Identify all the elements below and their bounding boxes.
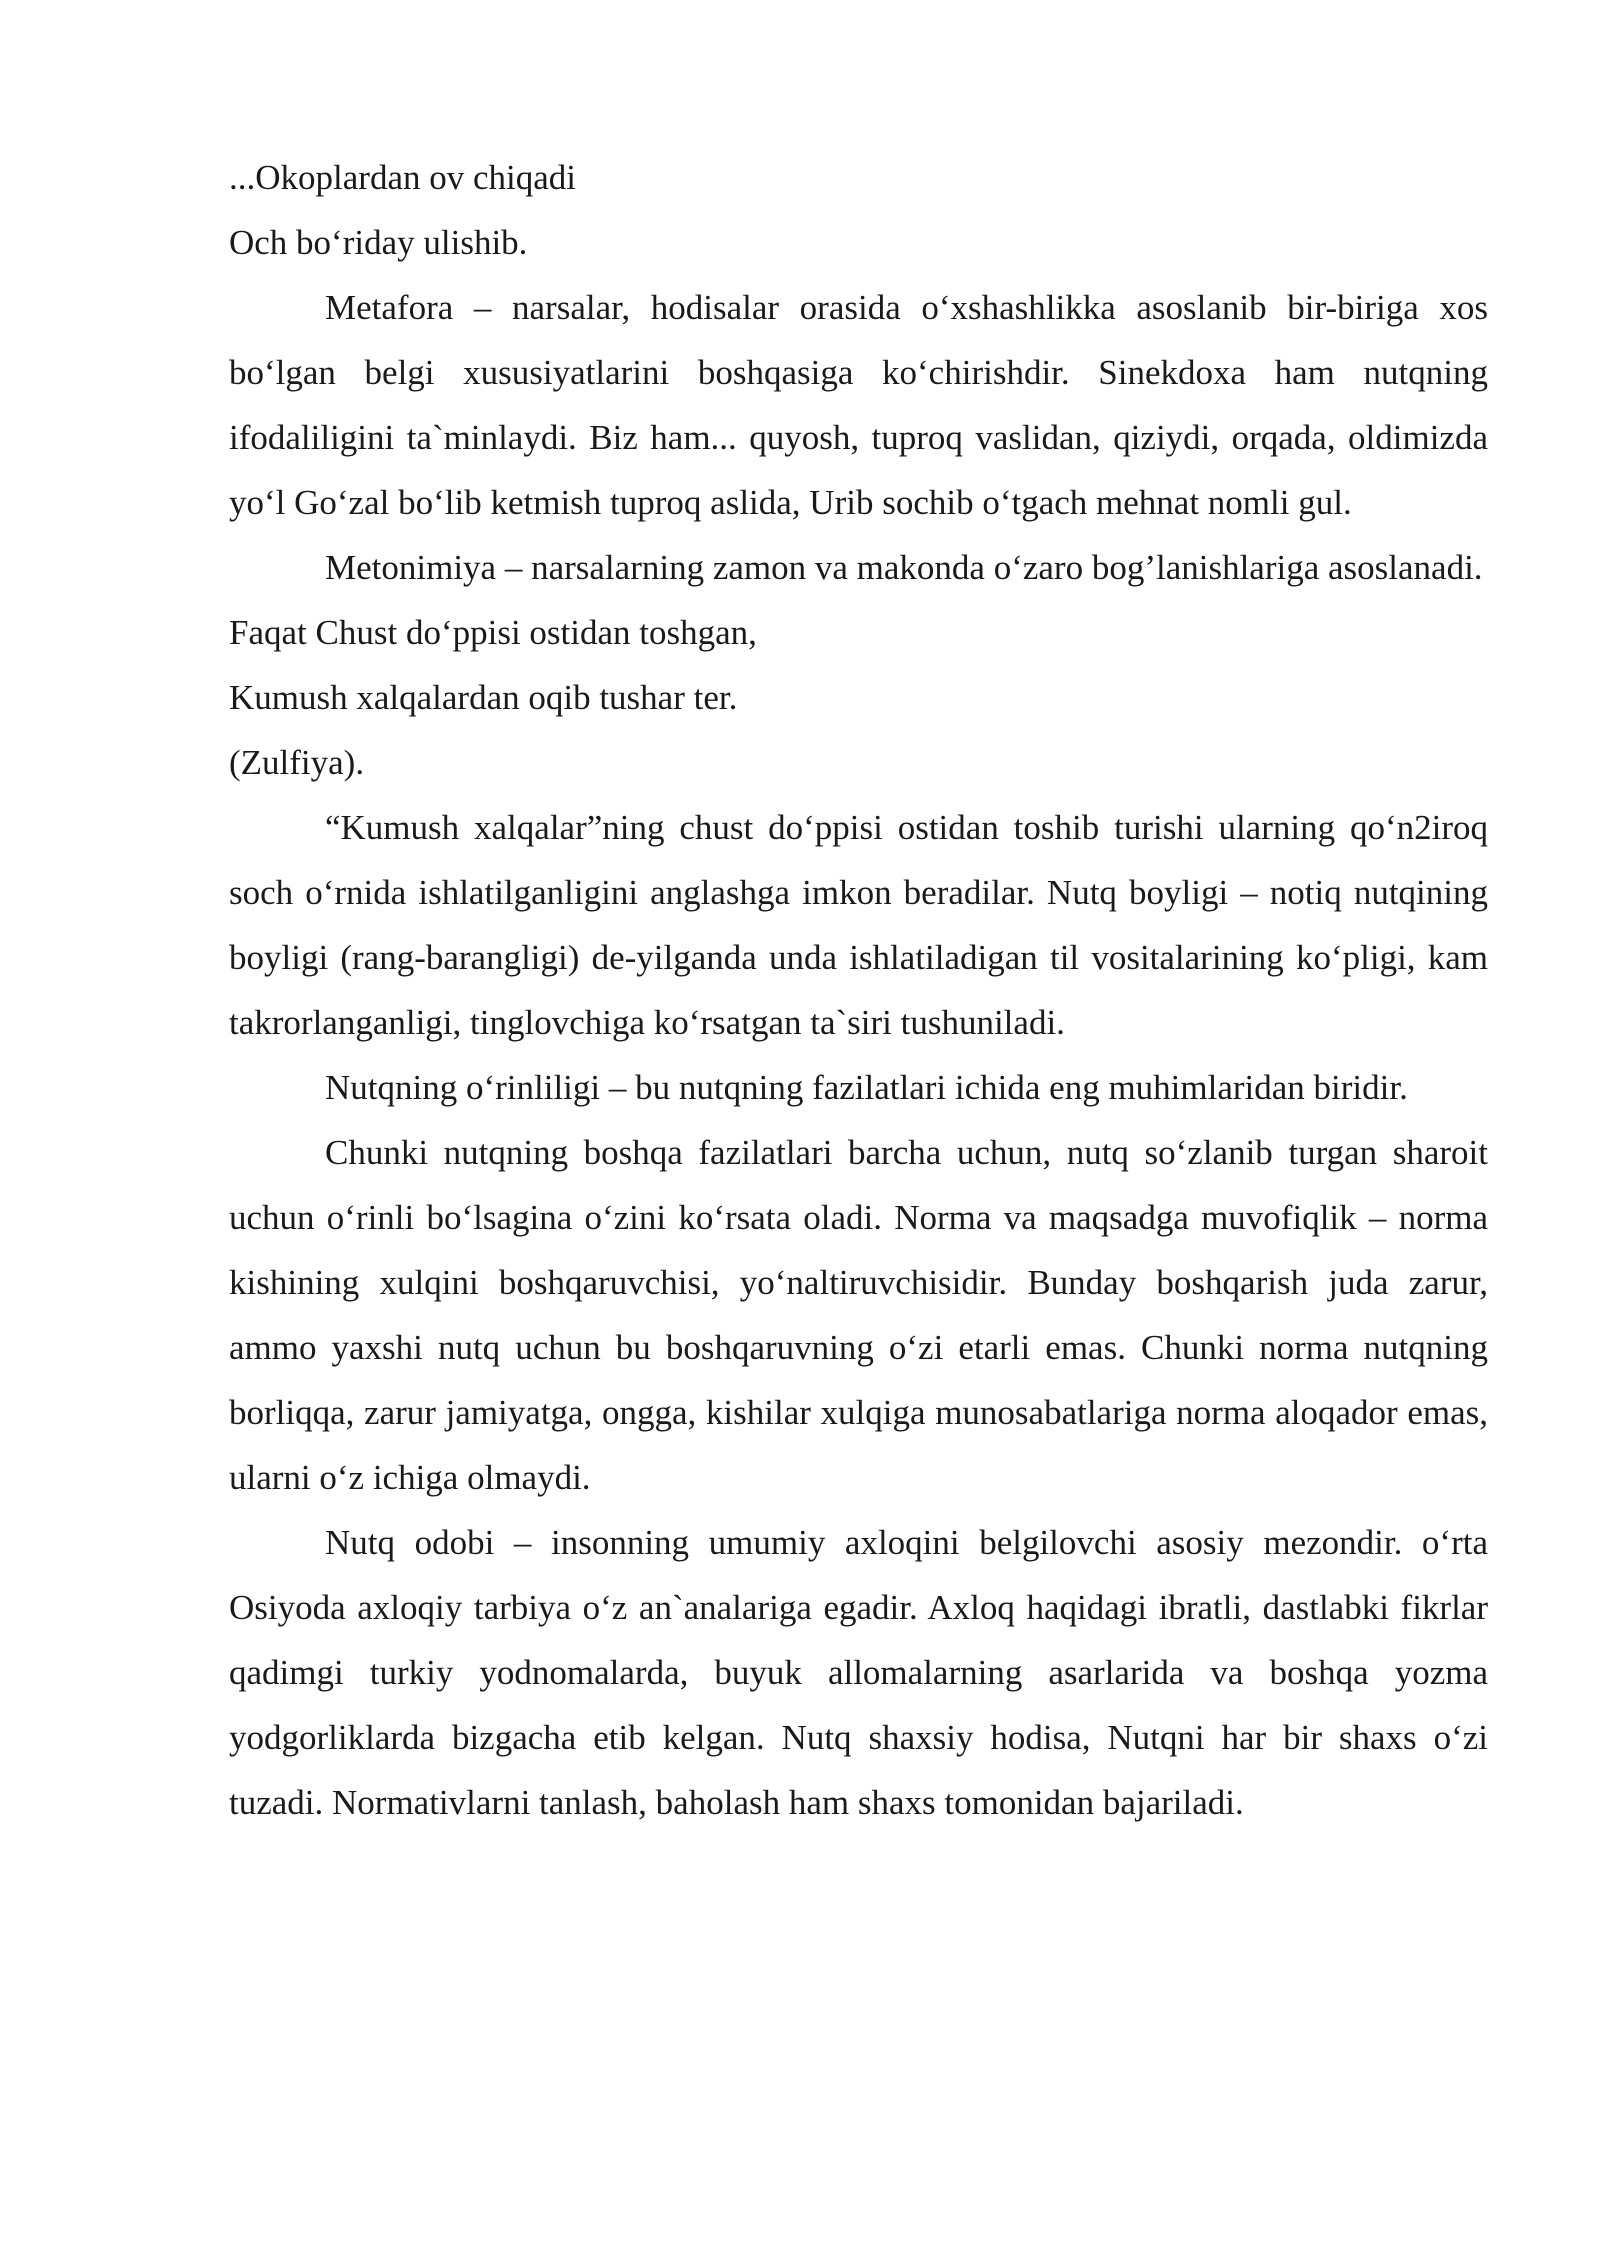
document-page xyxy=(229,145,1488,1835)
paragraph-nutq-odobi: Nutq odobi – insonning umumiy axloqini belgilovchi asosiy mezondir. o‘rta Osiyoda axloqiy tarbiya o‘z an`analariga egadir. Axloq haqidagi ibratli, dastlabki fikrlar qadimgi turkiy yodnomalarda, buyuk allomalarning asarlarida va boshqa yozma yodgorliklarda bizgacha etib kelgan. Nutq shaxsiy hodisa, Nutqni har bir shaxs o‘zi tuzadi. Normativlarni tanlash, baholash ham shaxs tomonidan bajariladi. xyxy=(229,1523,1488,1822)
paragraph-chunki: Chunki nutqning boshqa fazilatlari barcha uchun, nutq so‘zlanib turgan sharoit uchun o‘rinli bo‘lsagina o‘zini ko‘rsata oladi. Norma va maqsadga muvofiqlik – norma kishining xulqini boshqaruvchisi, yo‘naltiruvchisidir. Bunday boshqarish juda zarur, ammo yaxshi nutq uchun bu boshqaruvning o‘zi etarli emas. Chunki norma nutqning borliqqa, zarur jamiyatga, ongga, kishilar xulqiga munosabatlariga norma aloqador emas, ularni o‘z ichiga olmaydi. xyxy=(229,1133,1488,1497)
verse-line: Kumush xalqalardan oqib tushar ter. xyxy=(229,678,738,717)
verse-line: Och bo‘riday ulishib. xyxy=(229,223,528,262)
verse-attribution: (Zulfiya). xyxy=(229,743,365,782)
verse-line: Faqat Chust do‘ppisi ostidan toshgan, xyxy=(229,613,757,652)
paragraph-metonimiya: Metonimiya – narsalarning zamon va makonda o‘zaro bog’lanishlariga asoslanadi. xyxy=(325,548,1483,587)
verse-line: ...Okoplardan ov chiqadi xyxy=(229,158,576,197)
paragraph-metafora: Metafora – narsalar, hodisalar orasida o‘xshashlikka asoslanib bir-biriga xos bo‘lgan belgi xususiyatlarini boshqasiga ko‘chirishdir. Sinekdoxa ham nutqning ifodaliligini ta`minlaydi. Biz ham... quyosh, tuproq vaslidan, qiziydi, orqada, oldimizda yo‘l Go‘zal bo‘lib ketmish tuproq aslida, Urib sochib o‘tgach mehnat nomli gul. xyxy=(229,288,1488,522)
paragraph-orinliligi: Nutqning o‘rinliligi – bu nutqning fazilatlari ichida eng muhimlaridan biridir. xyxy=(325,1068,1408,1107)
paragraph-kumush-xalqalar: “Kumush xalqalar”ning chust do‘ppisi ostidan toshib turishi ularning qo‘n2iroq soch o‘rnida ishlatilganligini anglashga imkon beradilar. Nutq boyligi – notiq nutqining boyligi (rang-barangligi) de-yilganda unda ishlatiladigan til vositalarining ko‘pligi, kam takrorlanganligi, tinglovchiga ko‘rsatgan ta`siri tushuniladi. xyxy=(229,808,1488,1042)
